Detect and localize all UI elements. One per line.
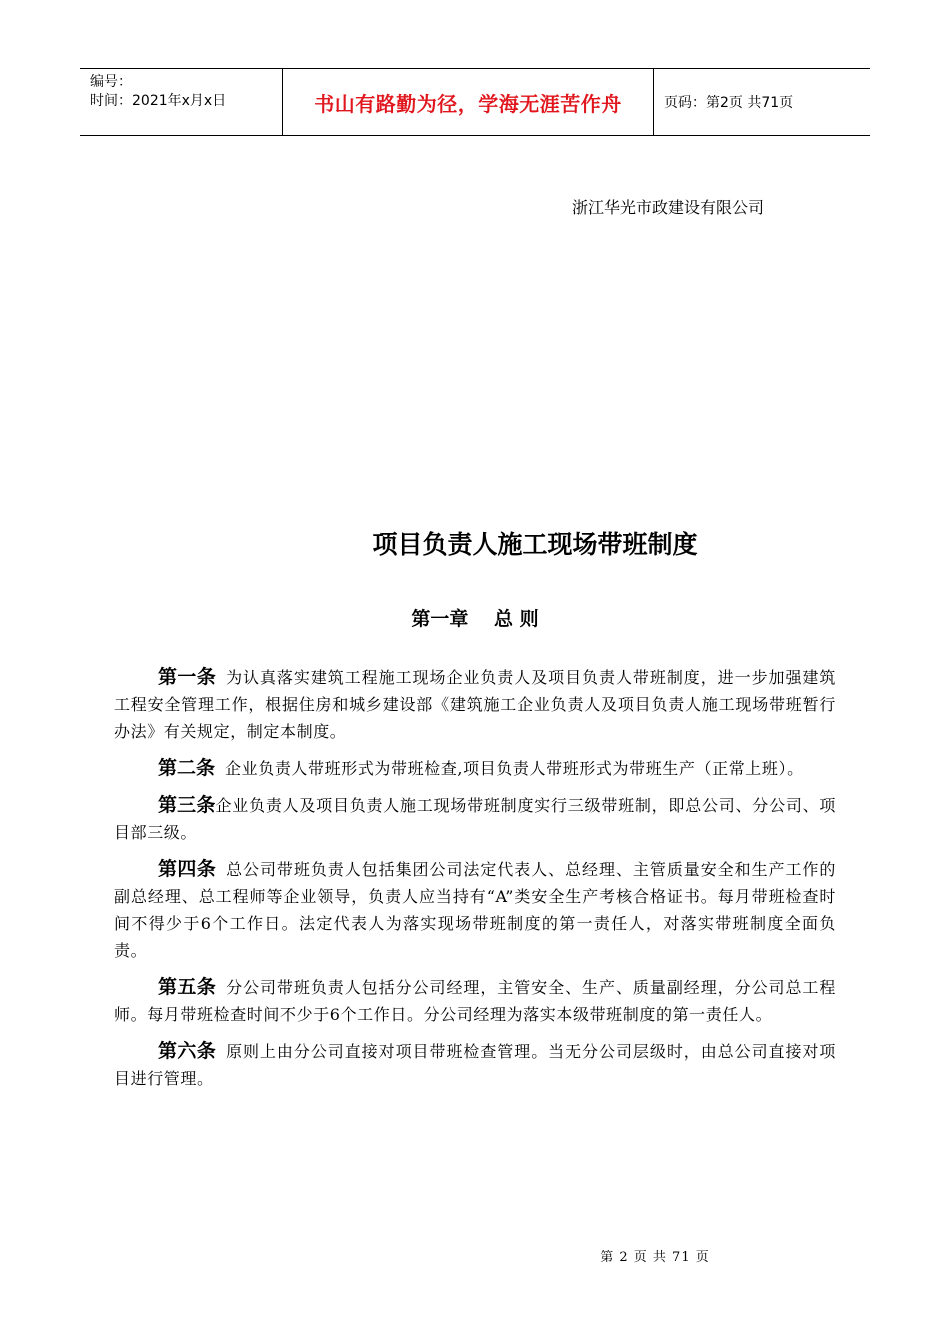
article-text: 原则上由分公司直接对项目带班检查管理。当无分公司层级时，由总公司直接对项目进行管理。 <box>114 1042 836 1088</box>
number-label: 编号： <box>90 74 132 90</box>
document-body <box>114 664 836 1102</box>
page-footer: 第 2 页 共 71 页 <box>600 1250 710 1265</box>
article-4 <box>114 856 836 964</box>
article-head: 第三条 <box>158 794 216 816</box>
article-1 <box>114 664 836 745</box>
date-label: 时间：2021年x月x日 <box>90 93 227 109</box>
article-text: 企业负责人带班形式为带班检查,项目负责人带班形式为带班生产（正常上班）。 <box>225 759 804 778</box>
article-text: 分公司带班负责人包括分公司经理，主管安全、生产、质量副经理，分公司总工程师。每月带班检查时间不少于6个工作日。分公司经理为落实本级带班制度的第一责任人。 <box>114 978 836 1024</box>
article-text: 总公司带班负责人包括集团公司法定代表人、总经理、主管质量安全和生产工作的副总经理、总工程师等企业领导，负责人应当持有“A”类安全生产考核合格证书。每月带班检查时间不得少于6个工作日。法定代表人为落实现场带班制度的第一责任人，对落实带班制度全面负责。 <box>114 860 836 960</box>
document-title: 项目负责人施工现场带班制度 <box>372 530 698 559</box>
company-name: 浙江华光市政建设有限公司 <box>572 198 765 217</box>
header-motto: 书山有路勤为径，学海无涯苦作舟 <box>282 69 654 135</box>
article-text: 企业负责人及项目负责人施工现场带班制度实行三级带班制，即总公司、分公司、项目部三级。 <box>114 796 836 842</box>
article-head: 第一条 <box>158 666 217 688</box>
article-head: 第六条 <box>158 1040 217 1062</box>
article-head: 第五条 <box>158 976 217 998</box>
article-6 <box>114 1038 836 1092</box>
document-header <box>80 68 870 136</box>
article-5 <box>114 974 836 1028</box>
article-text: 为认真落实建筑工程施工现场企业负责人及项目负责人带班制度，进一步加强建筑工程安全管理工作，根据住房和城乡建设部《建筑施工企业负责人及项目负责人施工现场带班暂行办法》有关规定，制定本制度。 <box>114 668 836 741</box>
article-2 <box>114 755 836 782</box>
header-page-info: 页码：第2页 共71页 <box>664 95 794 111</box>
article-head: 第二条 <box>158 757 216 779</box>
chapter-heading: 第一章 总 则 <box>411 608 539 630</box>
article-3 <box>114 792 836 846</box>
article-head: 第四条 <box>158 858 217 880</box>
header-meta <box>80 69 282 135</box>
